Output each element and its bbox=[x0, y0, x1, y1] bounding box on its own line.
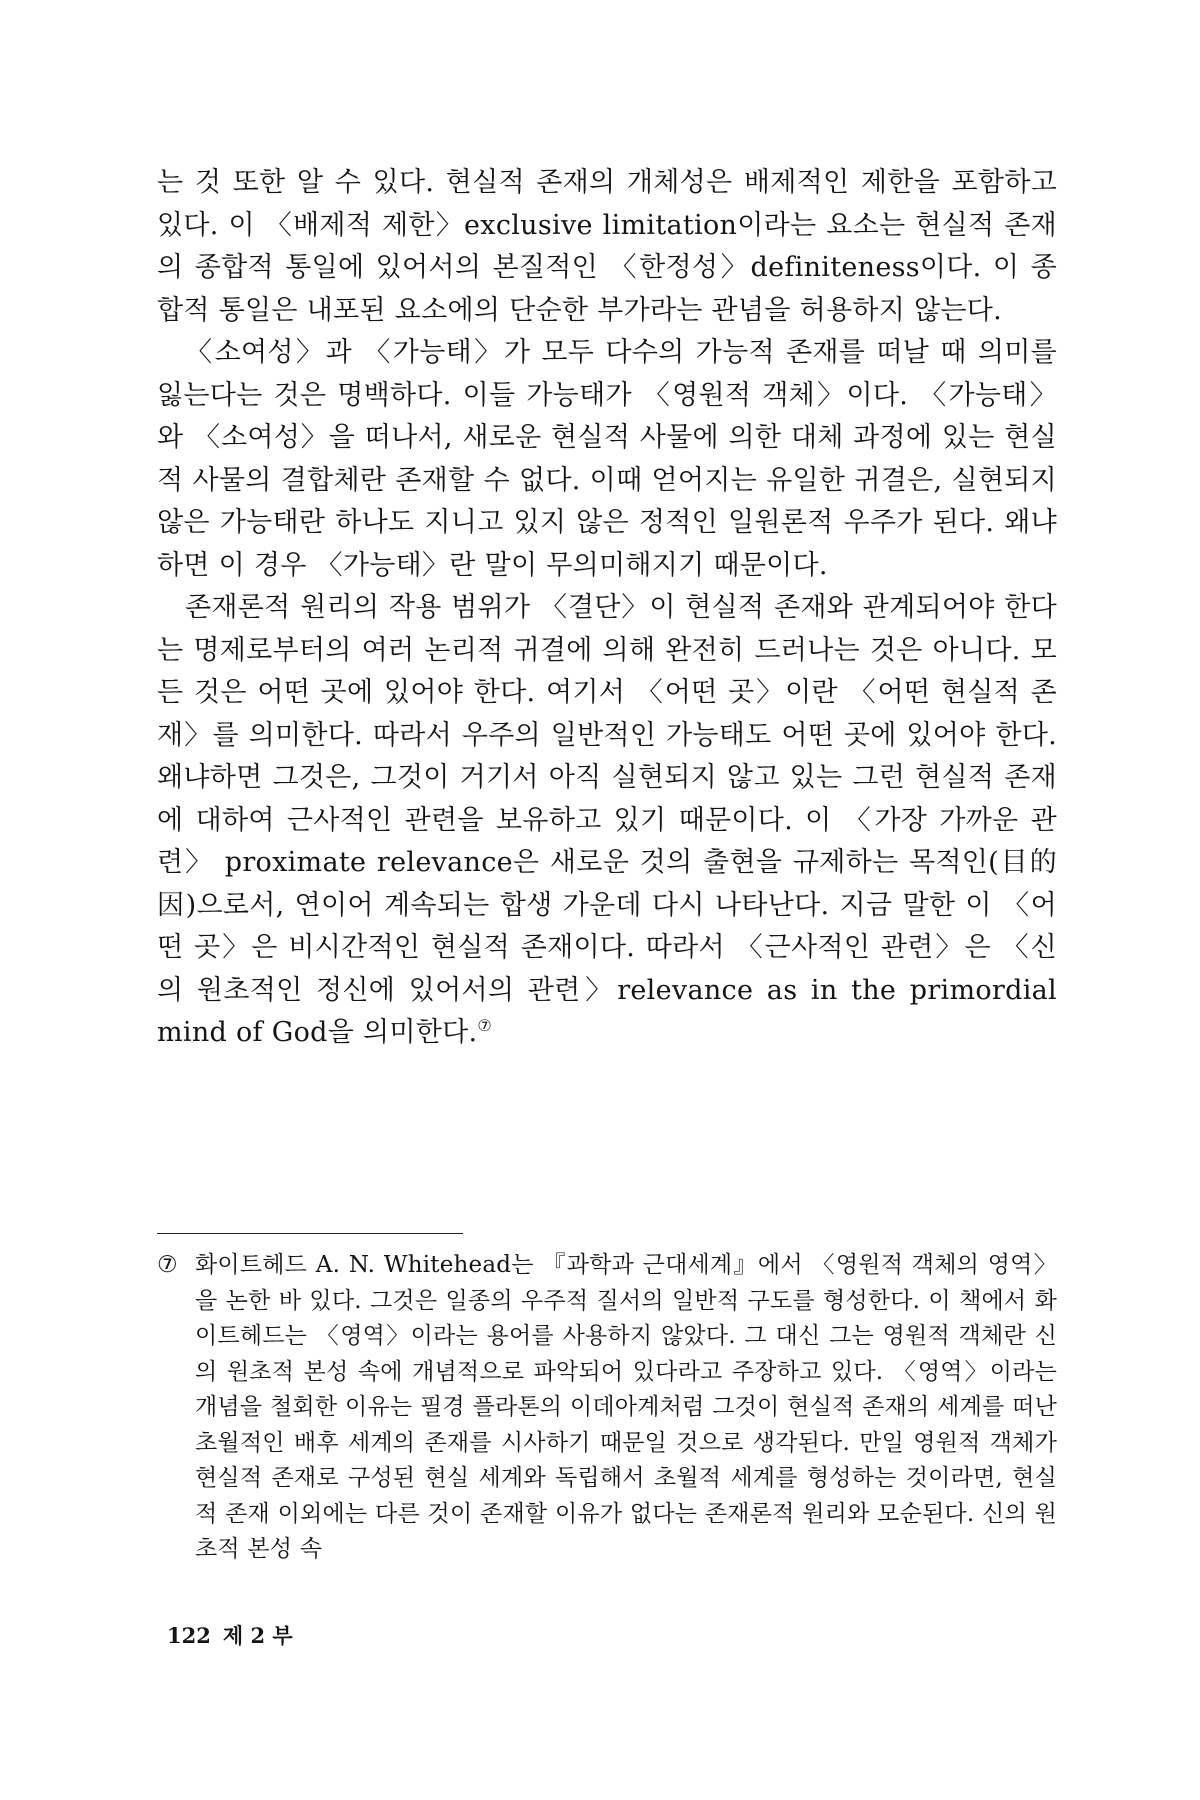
paragraph-1: 는 것 또한 알 수 있다. 현실적 존재의 개체성은 배제적인 제한을 포함하고 있다. 이 〈배제적 제한〉exclusive limitation이라는 요소는 현실적 존재의 종합적 통일에 있어서의 본질적인 〈한정성〉definiteness이다. 이 종합적 통일은 내포된 요소에의 단순한 부가라는 관념을 허용하지 않는다. bbox=[157, 167, 1057, 326]
paragraph-2: 〈소여성〉과 〈가능태〉가 모두 다수의 가능적 존재를 떠날 때 의미를 잃는다는 것은 명백하다. 이들 가능태가 〈영원적 객체〉이다. 〈가능태〉와 〈소여성〉을 떠나서, 새로운 현실적 사물에 의한 대체 과정에 있는 현실적 사물의 결합체란 존재할 수 없다. 이때 얻어지는 유일한 귀결은, 실현되지 않은 가능태란 하나도 지니고 있지 않은 정적인 일원론적 우주가 된다. 왜냐하면 이 경우 〈가능태〉란 말이 무의미해지기 때문이다. bbox=[157, 337, 1057, 581]
footnote-number: ⑦ bbox=[157, 1252, 178, 1278]
footnote-reference: ⑦ bbox=[477, 1016, 493, 1035]
footnote-text: 화이트헤드 A. N. Whitehead는 『과학과 근대세계』에서 〈영원적 객체의 영역〉을 논한 바 있다. 그것은 일종의 우주적 질서의 일반적 구도를 형성한다. 이 책에서 화이트헤드는 〈영역〉이라는 용어를 사용하지 않았다. 그 대신 그는 영원적 객체란 신의 원초적 본성 속에 개념적으로 파악되어 있다라고 주장하고 있다. 〈영역〉이라는 개념을 철회한 이유는 필경 플라톤의 이데아계처럼 그것이 현실적 존재의 세계를 떠난 초월적인 배후 세계의 존재를 시사하기 때문일 것으로 생각된다. 만일 영원적 객체가 현실적 존재로 구성된 현실 세계와 독립해서 초월적 세계를 형성하는 것이라면, 현실적 존재 이외에는 다른 것이 존재할 이유가 없다는 존재론적 원리와 모순된다. 신의 원초적 본성 속 bbox=[195, 1252, 1057, 1562]
paragraph-3-text: 존재론적 원리의 작용 범위가 〈결단〉이 현실적 존재와 관계되어야 한다는 명제로부터의 여러 논리적 귀결에 의해 완전히 드러나는 것은 아니다. 모든 것은 어떤 곳에 있어야 한다. 여기서 〈어떤 곳〉이란 〈어떤 현실적 존재〉를 의미한다. 따라서 우주의 일반적인 가능태도 어떤 곳에 있어야 한다. 왜냐하면 그것은, 그것이 거기서 아직 실현되지 않고 있는 그런 현실적 존재에 대하여 근사적인 관련을 보유하고 있기 때문이다. 이 〈가장 가까운 관련〉 proximate relevance은 새로운 것의 출현을 규제하는 목적인(目的因)으로서, 연이어 계속되는 합생 가운데 다시 나타난다. 지금 말한 이 〈어떤 곳〉은 비시간적인 현실적 존재이다. 따라서 〈근사적인 관련〉은 〈신의 원초적인 정신에 있어서의 관련〉relevance as in the primordial mind of God을 의미한다. bbox=[157, 592, 1057, 1048]
page-footer bbox=[167, 1622, 305, 1650]
footnote-divider bbox=[157, 1233, 463, 1234]
body-text bbox=[157, 162, 1057, 1055]
paragraph-3 bbox=[157, 587, 1057, 1055]
footnote bbox=[157, 1248, 1057, 1568]
part-label: 제 2 부 bbox=[222, 1623, 293, 1648]
page-number: 122 bbox=[167, 1623, 211, 1648]
